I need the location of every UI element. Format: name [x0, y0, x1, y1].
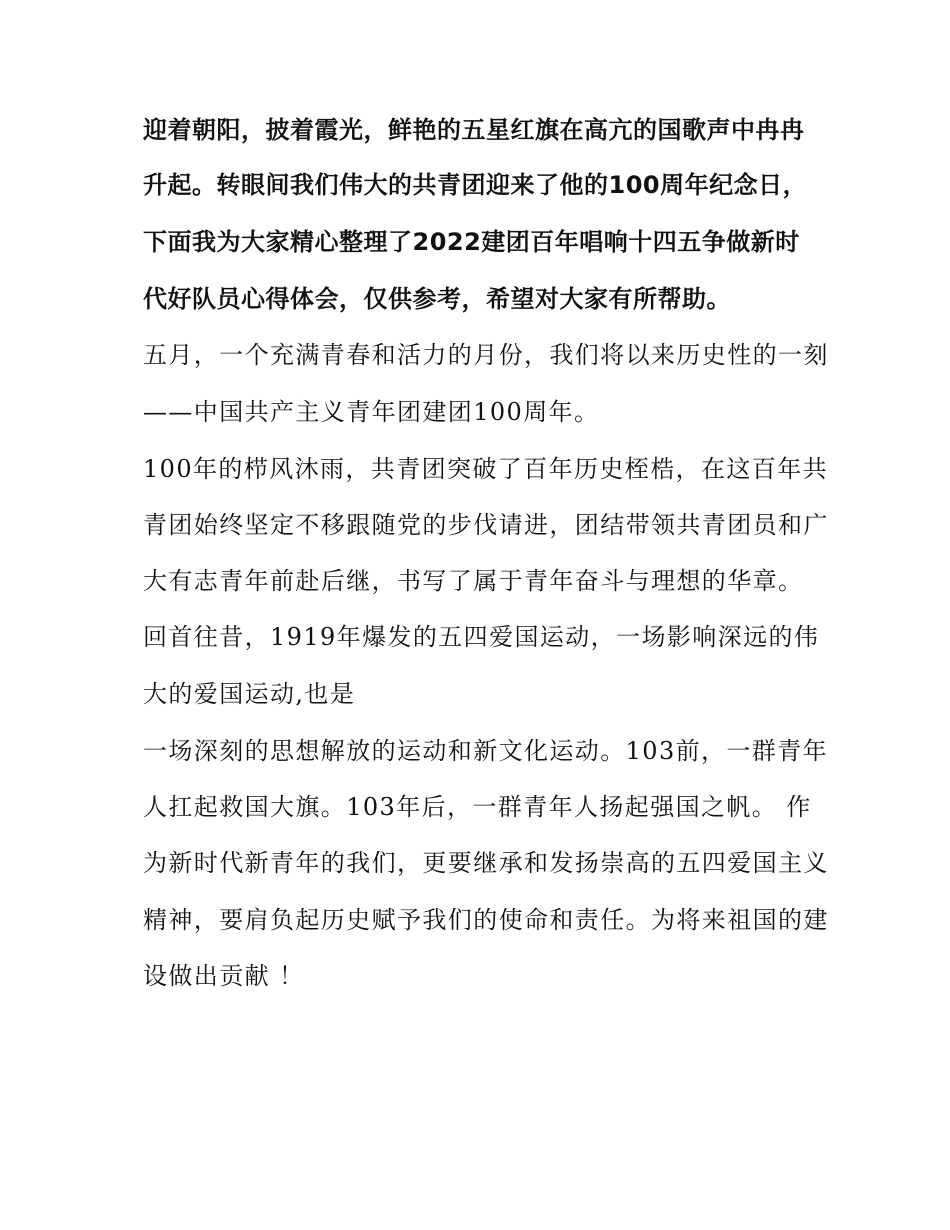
body-line: 一场深刻的思想解放的运动和新文化运动。103前，一群青年 [143, 737, 829, 765]
body-line: ——中国共产主义青年团建团100周年。 [143, 398, 600, 426]
intro-line: 下面我为大家精心整理了2022建团百年唱响十四五争做新时 [143, 228, 800, 256]
intro-line: 升起。转眼间我们伟大的共青团迎来了他的100周年纪念日， [143, 171, 808, 199]
body-line: 青团始终坚定不移跟随党的步伐请进，团结带领共青团员和广 [143, 511, 829, 539]
body-line: 精神，要肩负起历史赋予我们的使命和责任。为将来祖国的建 [143, 906, 829, 934]
body-line: 设做出贡献 ！ [143, 962, 305, 990]
body-line: 大有志青年前赴后继，书写了属于青年奋斗与理想的华章。 [143, 567, 804, 595]
body-line: 人扛起救国大旗。103年后，一群青年人扬起强国之帆。 作 [143, 793, 812, 821]
intro-line: 迎着朝阳，披着霞光，鲜艳的五星红旗在高亢的国歌声中冉冉 [143, 116, 805, 144]
body-line: 五月，一个充满青春和活力的月份，我们将以来历史性的一刻 [143, 341, 829, 369]
body-line: 100年的栉风沐雨，共青团突破了百年历史桎梏，在这百年共 [143, 455, 829, 483]
body-line: 大的爱国运动,也是 [143, 680, 356, 708]
body-line: 回首往昔，1919年爆发的五四爱国运动，一场影响深远的伟 [143, 623, 820, 651]
body-line: 为新时代新青年的我们，更要继承和发扬崇高的五四爱国主义 [143, 849, 829, 877]
intro-line: 代好队员心得体会，仅供参考，希望对大家有所帮助。 [143, 285, 731, 313]
